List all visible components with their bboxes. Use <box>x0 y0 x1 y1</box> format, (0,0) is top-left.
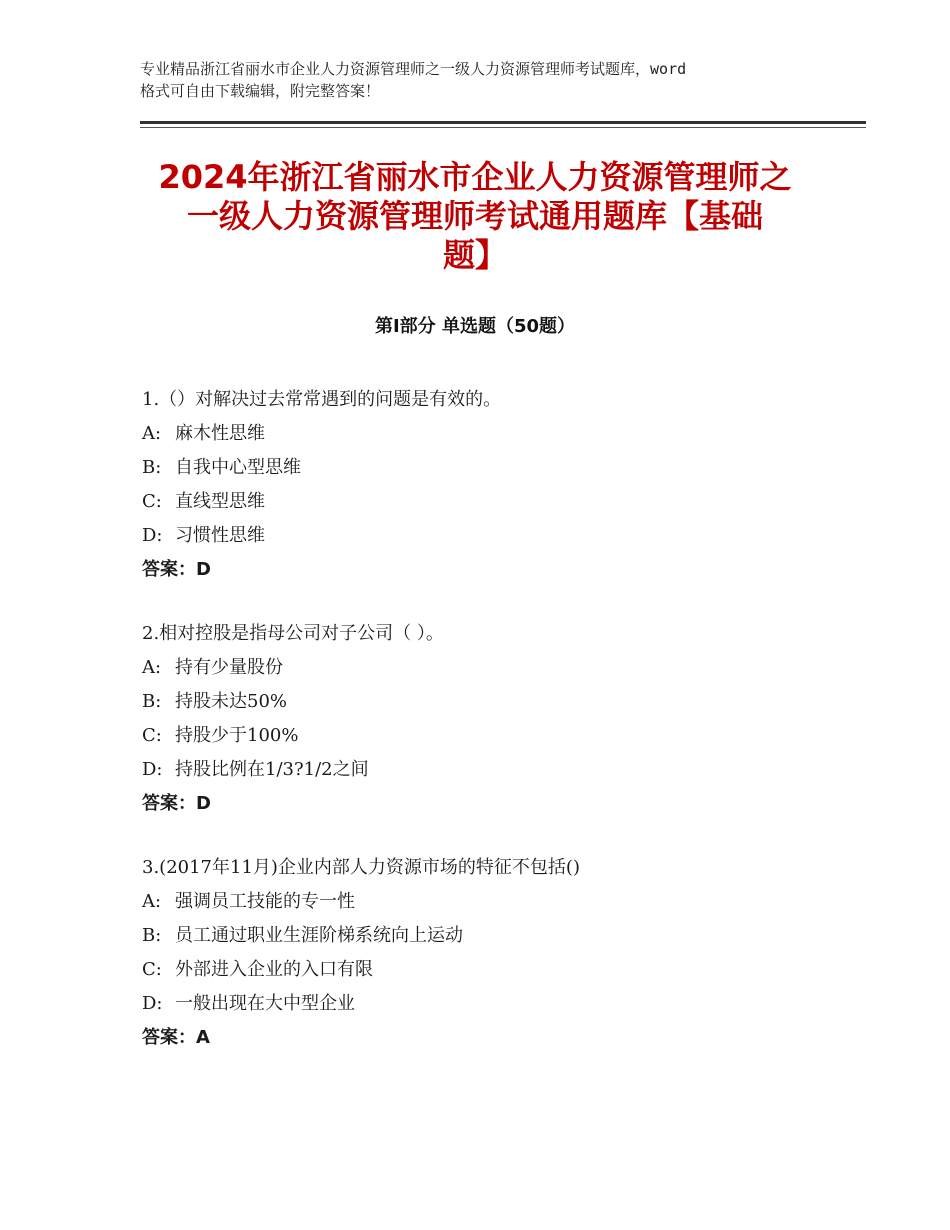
document-title-line: 2024年浙江省丽水市企业人力资源管理师之 <box>158 158 792 196</box>
option-text: 持有少量股份 <box>175 657 283 678</box>
option-d <box>142 987 862 1021</box>
option-key: A: <box>142 657 162 678</box>
option-key: C: <box>142 491 162 512</box>
document-title-line: 一级人力资源管理师考试通用题库【基础 <box>186 197 763 235</box>
header-note-line: 格式可自由下载编辑，附完整答案！ <box>140 82 381 100</box>
option-text: 员工通过职业生涯阶梯系统向上运动 <box>175 925 463 946</box>
option-c <box>142 719 862 753</box>
option-text: 麻木性思维 <box>175 423 265 444</box>
option-b <box>142 919 862 953</box>
option-text: 自我中心型思维 <box>175 457 301 478</box>
option-text: 外部进入企业的入口有限 <box>175 959 373 980</box>
option-key: A: <box>142 891 162 912</box>
option-key: B: <box>142 925 162 946</box>
option-b <box>142 451 862 485</box>
option-c <box>142 485 862 519</box>
option-text: 持股未达50% <box>175 691 288 712</box>
option-a <box>142 417 862 451</box>
option-a <box>142 651 862 685</box>
header-divider-thin <box>140 127 866 128</box>
option-key: D: <box>142 525 163 546</box>
option-c <box>142 953 862 987</box>
question-3 <box>142 851 862 1055</box>
option-key: C: <box>142 725 162 746</box>
answer: 答案：D <box>142 793 211 814</box>
option-a <box>142 885 862 919</box>
answer: 答案：D <box>142 559 211 580</box>
question-list <box>142 383 862 1085</box>
header-note <box>140 58 830 102</box>
option-key: D: <box>142 759 163 780</box>
option-b <box>142 685 862 719</box>
option-d <box>142 519 862 553</box>
question-2 <box>142 617 862 821</box>
option-text: 一般出现在大中型企业 <box>175 993 355 1014</box>
answer: 答案：A <box>142 1027 210 1048</box>
option-key: D: <box>142 993 163 1014</box>
option-text: 强调员工技能的专一性 <box>175 891 355 912</box>
option-text: 直线型思维 <box>175 491 265 512</box>
option-key: B: <box>142 457 162 478</box>
document-title-line: 题】 <box>442 236 507 274</box>
question-1 <box>142 383 862 587</box>
option-d <box>142 753 862 787</box>
option-key: B: <box>142 691 162 712</box>
question-stem: 3.(2017年11月)企业内部人力资源市场的特征不包括() <box>142 857 580 878</box>
section-heading: 第Ⅰ部分 单选题（50题） <box>374 316 575 337</box>
document-title <box>130 158 820 275</box>
option-text: 习惯性思维 <box>175 525 265 546</box>
option-key: C: <box>142 959 162 980</box>
option-key: A: <box>142 423 162 444</box>
question-stem: 1.（）对解决过去常常遇到的问题是有效的。 <box>142 389 502 410</box>
question-stem: 2.相对控股是指母公司对子公司（ ）。 <box>142 623 444 644</box>
header-note-line: 专业精品浙江省丽水市企业人力资源管理师之一级人力资源管理师考试题库，word <box>140 60 687 78</box>
option-text: 持股少于100% <box>175 725 299 746</box>
header-divider-thick <box>140 121 866 124</box>
option-text: 持股比例在1/3?1/2之间 <box>175 759 369 780</box>
